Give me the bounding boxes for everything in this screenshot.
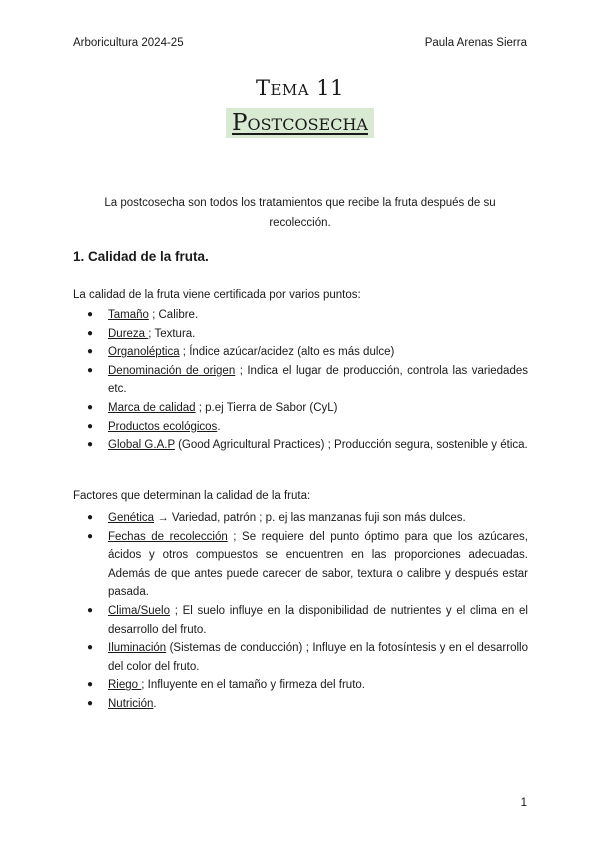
page-number: 1 <box>520 797 527 809</box>
list-text: ; Calibre. <box>148 309 199 321</box>
header-right: Paula Arenas Sierra <box>424 37 527 49</box>
list-term: Marca de calidad <box>108 401 196 414</box>
list-term: Clima/Suelo <box>108 604 170 617</box>
list-term: Genética <box>108 512 155 524</box>
list-item <box>108 528 528 602</box>
list-text: ; p.ej Tierra de Sabor (CyL) <box>195 401 338 414</box>
list-item <box>108 436 528 455</box>
list-term: Organoléptica <box>108 346 180 359</box>
list-text: ; El suelo influye en la disponibilidad de nutrientes y el clima en el desarrollo del fruto. <box>108 604 528 636</box>
list-text: ; Influyente en el tamaño y firmeza del fruto. <box>141 679 365 692</box>
list-item <box>108 509 528 528</box>
page-subtitle: Postcosecha <box>226 108 374 138</box>
list-text: ; Indica el lugar de producción, controla las variedades etc. <box>108 364 528 396</box>
list-term: Productos ecológicos <box>108 420 218 433</box>
list-term: Fechas de recolección <box>108 530 228 543</box>
list-term: Tamaño <box>108 309 149 321</box>
list-item <box>108 343 528 362</box>
list-term: Global G.A.P <box>108 439 175 452</box>
list-term: Iluminación <box>108 642 167 655</box>
list-text: (Sistemas de conducción) ; Influye en la fotosíntesis y en el desarrollo del color del fruto. <box>108 642 528 673</box>
list-item <box>108 306 528 325</box>
list-item <box>108 399 528 418</box>
list-item <box>108 325 528 344</box>
factors-intro: Factores que determinan la calidad de la fruta: <box>73 490 311 502</box>
header-left: Arboricultura 2024-25 <box>73 37 184 49</box>
list-term: Dureza <box>108 327 149 340</box>
intro-paragraph: La postcosecha son todos los tratamientos que recibe la fruta después de su recolección. <box>104 197 496 229</box>
list-term: Riego <box>108 679 142 692</box>
page-title: Tema 11 <box>255 76 345 100</box>
list-item <box>108 676 528 695</box>
list-text: → Variedad, patrón ; p. ej las manzanas fuji son más dulces. <box>154 512 466 524</box>
list-item <box>108 639 528 676</box>
list-item <box>108 695 528 714</box>
quality-intro: La calidad de la fruta viene certificada por varios puntos: <box>73 289 361 301</box>
list-text: ; Se requiere del punto óptimo para que los azúcares, ácidos y otros compuestos se encuentren en las proporciones adecuadas. Además de que antes puede carecer de sabor, textura o calibre y después estar pasada. <box>108 530 528 599</box>
list-text: (Good Agricultural Practices) ; Producción segura, sostenible y ética. <box>174 439 528 452</box>
list-text: ; Índice azúcar/acidez (alto es más dulce) <box>179 346 395 359</box>
list-text: ; Textura. <box>148 327 196 340</box>
list-term: Denominación de origen <box>108 364 236 377</box>
list-item <box>108 602 528 639</box>
list-term: Nutrición <box>108 697 154 710</box>
list-item <box>108 418 528 437</box>
list-item <box>108 362 528 399</box>
list-text: . <box>153 697 157 710</box>
section-heading: 1. Calidad de la fruta. <box>73 249 209 264</box>
list-text: . <box>217 420 221 433</box>
title-block <box>0 76 600 138</box>
factors-list <box>108 509 528 714</box>
quality-list <box>108 306 528 455</box>
